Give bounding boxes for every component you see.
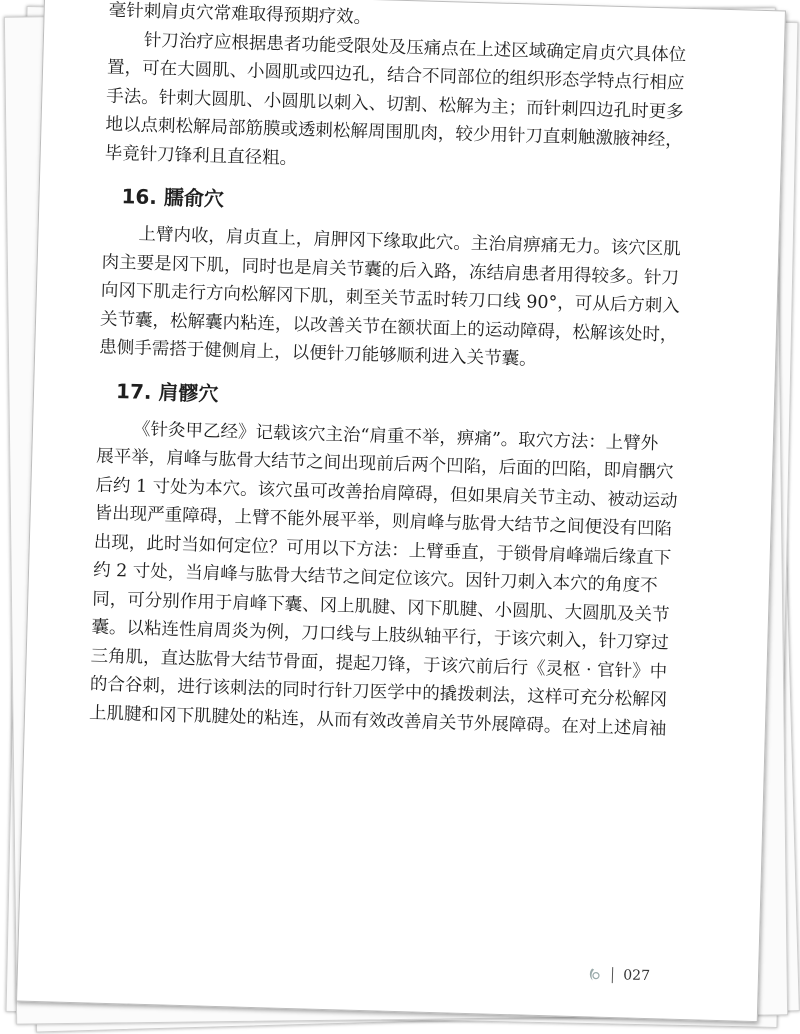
text-line: 囊。以粘连性肩周炎为例，刀口线与上肢纵轴平行，于该穴刺入，针刀穿过 xyxy=(91,617,670,654)
section-heading-17: 17. 肩髎穴 xyxy=(115,378,219,406)
page-number: 027 xyxy=(623,967,651,985)
text-line: 的合谷刺，进行该刺法的同时行针刀医学中的撬拨刺法，这样可充分松解冈 xyxy=(89,674,668,711)
text-line: 《针灸甲乙经》记载该穴主治“肩重不举，痹痛”。取穴方法：上臂外 xyxy=(132,418,659,454)
section-16-paragraph xyxy=(99,220,786,382)
text-line: 出现，此时当如何定位？可用以下方法：上臂垂直，于锁骨肩峰端后缘直下 xyxy=(93,531,672,569)
text-line: 毫针刺肩贞穴常难取得预期疗效。 xyxy=(108,0,372,28)
text-line: 地以点刺松解局部筋膜或透刺松解周围肌肉，较少用针刀直刺触激腋神经， xyxy=(105,114,684,151)
text-line: 上肌腱和冈下肌腱处的粘连，从而有效改善肩关节外展障碍。在对上述肩袖 xyxy=(88,702,667,739)
text-line: 针刀治疗应根据患者功能受限处及压痛点在上述区域确定肩贞穴具体位 xyxy=(143,30,687,66)
text-line: 同，可分别作用于肩峰下囊、冈上肌腱、冈下肌腱、小圆肌、大圆肌及关节 xyxy=(92,588,670,626)
text-line: 关节囊，松解囊内粘连，以改善关节在额状面上的运动障碍，松解该处时， xyxy=(99,309,678,346)
section-heading-16: 16. 臑俞穴 xyxy=(121,184,225,211)
text-line: 毕竟针刀锋利且直径粗。 xyxy=(104,143,298,169)
text-line: 向冈下肌走行方向松解冈下肌，刺至关节盂时转刀口线 90°，可从后方刺入 xyxy=(100,280,681,317)
text-line: 皆出现严重障碍，上臂不能外展平举，则肩峰与肱骨大结节之间便没有凹陷 xyxy=(94,503,673,540)
footer-separator xyxy=(612,967,613,983)
text-line: 上臂内收，肩贞直上，肩胛冈下缘取此穴。主治肩痹痛无力。该穴区肌 xyxy=(138,224,682,260)
text-line: 三角肌，直达肱骨大结节骨面，提起刀锋，于该穴前后行《灵枢 · 官针》中 xyxy=(90,645,668,682)
text-line: 展平举，肩峰与肱骨大结节之间出现前后两个凹陷，后面的凹陷，即肩髃穴 xyxy=(95,446,674,483)
page-footer xyxy=(588,966,650,984)
text-line: 肉主要是冈下肌，同时也是肩关节囊的后入路，冻结肩患者用得较多。针刀 xyxy=(101,252,680,289)
text-line: 约 2 寸处，当肩峰与肱骨大结节之间定位该穴。因针刀刺入本穴的角度不 xyxy=(92,560,658,597)
text-line: 后约 1 寸处为本穴。该穴虽可改善抬肩障碍，但如果肩关节主动、被动运动 xyxy=(95,474,678,512)
book-page xyxy=(16,0,786,1022)
paragraph-top xyxy=(104,0,786,187)
chapter-mark-icon xyxy=(588,966,602,982)
text-line: 置，可在大圆肌、小圆肌或四边孔，结合不同部位的组织形态学特点行相应 xyxy=(106,57,685,94)
section-17-paragraph xyxy=(89,414,786,747)
text-line: 患侧手需搭于健侧肩上，以便针刀能够顺利进入关节囊。 xyxy=(99,337,537,370)
text-line: 手法。针刺大圆肌、小圆肌以刺入、切割、松解为主；而针刺四边孔时更多 xyxy=(106,86,684,123)
page-content xyxy=(89,0,786,747)
